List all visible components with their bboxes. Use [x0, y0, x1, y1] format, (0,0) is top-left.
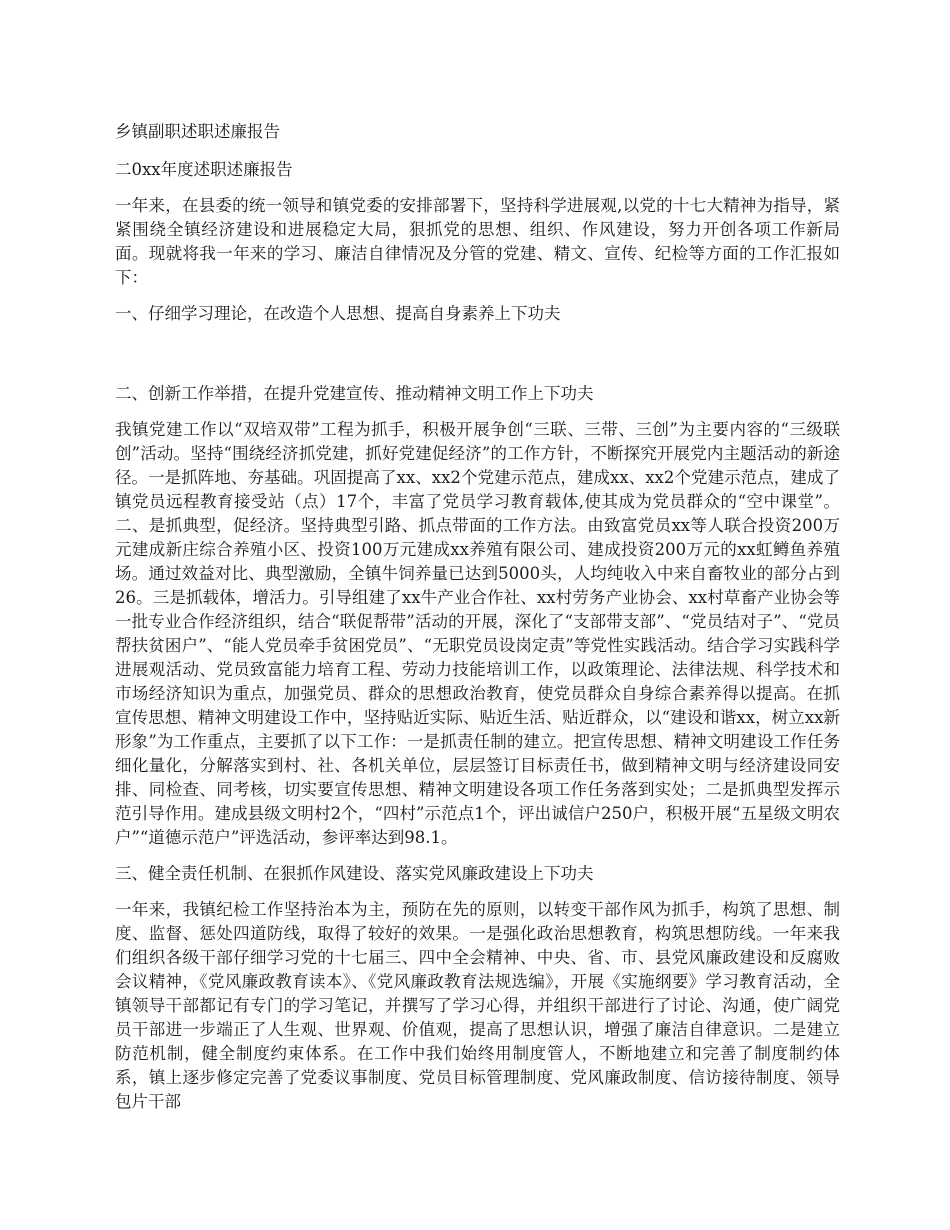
intro-paragraph: 一年来，在县委的统一领导和镇党委的安排部署下，坚持科学进展观,以党的十七大精神为指导，紧紧围绕全镇经济建设和进展稳定大局，狠抓党的思想、组织、作风建设，努力开创各项工作新局面。现就将我一年来的学习、廉洁自律情况及分管的党建、精文、宣传、纪检等方面的工作汇报如下： [115, 196, 840, 287]
section-2-body: 我镇党建工作以“双培双带”工程为抓手，积极开展争创“三联、三带、三创”为主要内容的“三级联创”活动。坚持“围绕经济抓党建，抓好党建促经济”的工作方针，不断探究开展党内主题活动的新途径。一是抓阵地、夯基础。巩固提高了xx、xx2个党建示范点，建成xx、xx2个党建示范点，建成了镇党员远程教育接受站（点）17个，丰富了党员学习教育载体,使其成为党员群众的“空中课堂”。二、是抓典型，促经济。坚持典型引路、抓点带面的工作方法。由致富党员xx等人联合投资200万元建成新庄综合养殖小区、投资100万元建成xx养殖有限公司、建成投资200万元的xx虹鳟鱼养殖场。通过效益对比、典型激励，全镇牛饲养量已达到5000头，人均纯收入中来自畜牧业的部分占到26。三是抓载体，增活力。引导组建了xx牛产业合作社、xx村劳务产业协会、xx村草畜产业协会等一批专业合作经济组织，结合“联促帮带”活动的开展，深化了“支部带支部”、“党员结对子”、“党员帮扶贫困户”、“能人党员牵手贫困党员”、“无职党员设岗定责”等党性实践活动。结合学习实践科学进展观活动、党员致富能力培育工程、劳动力技能培训工作，以政策理论、法律法规、科学技术和市场经济知识为重点，加强党员、群众的思想政治教育，使党员群众自身综合素养得以提高。在抓宣传思想、精神文明建设工作中，坚持贴近实际、贴近生活、贴近群众，以“建设和谐xx，树立xx新形象”为工作重点，主要抓了以下工作：一是抓责任制的建立。把宣传思想、精神文明建设工作任务细化量化，分解落实到村、社、各机关单位，层层签订目标责任书，做到精神文明与经济建设同安排、同检查、同考核，切实要宣传思想、精神文明建设各项工作任务落到实处；二是抓典型发挥示范引导作用。建成县级文明村2个，“四村”示范点1个，评出诚信户250户，积极开展“五星级文明农户”“道德示范户”评选活动，参评率达到98.1。 [115, 420, 840, 847]
section-1-heading: 一、仔细学习理论，在改造个人思想、提高自身素养上下功夫 [115, 304, 561, 323]
document-subtitle: 二0xx年度述职述廉报告 [115, 160, 293, 179]
document-page [115, 120, 840, 1126]
blank-gap [115, 338, 840, 382]
section-3-body: 一年来，我镇纪检工作坚持治本为主，预防在先的原则，以转变干部作风为抓手，构筑了思想、制度、监督、惩处四道防线，取得了较好的效果。一是强化政治思想教育，构筑思想防线。一年来我们组织各级干部仔细学习党的十七届三、四中全会精神、中央、省、市、县党风廉政建设和反腐败会议精神，《党风廉政教育读本》、《党风廉政教育法规选编》，开展《实施纲要》学习教育活动，全镇领导干部都记有专门的学习笔记，并撰写了学习心得，并组织干部进行了讨论、沟通，使广阔党员干部进一步端正了人生观、世界观、价值观，提高了思想认识，增强了廉洁自律意识。二是建立防范机制，健全制度约束体系。在工作中我们始终用制度管人，不断地建立和完善了制度制约体系，镇上逐步修定完善了党委议事制度、党员目标管理制度、党风廉政制度、信访接待制度、领导包片干部 [115, 900, 840, 1111]
section-3-heading: 三、健全责任机制、在狠抓作风建设、落实党风廉政建设上下功夫 [115, 864, 594, 883]
section-2-heading: 二、创新工作举措，在提升党建宣传、推动精神文明工作上下功夫 [115, 384, 594, 403]
document-title: 乡镇副职述职述廉报告 [115, 122, 280, 141]
